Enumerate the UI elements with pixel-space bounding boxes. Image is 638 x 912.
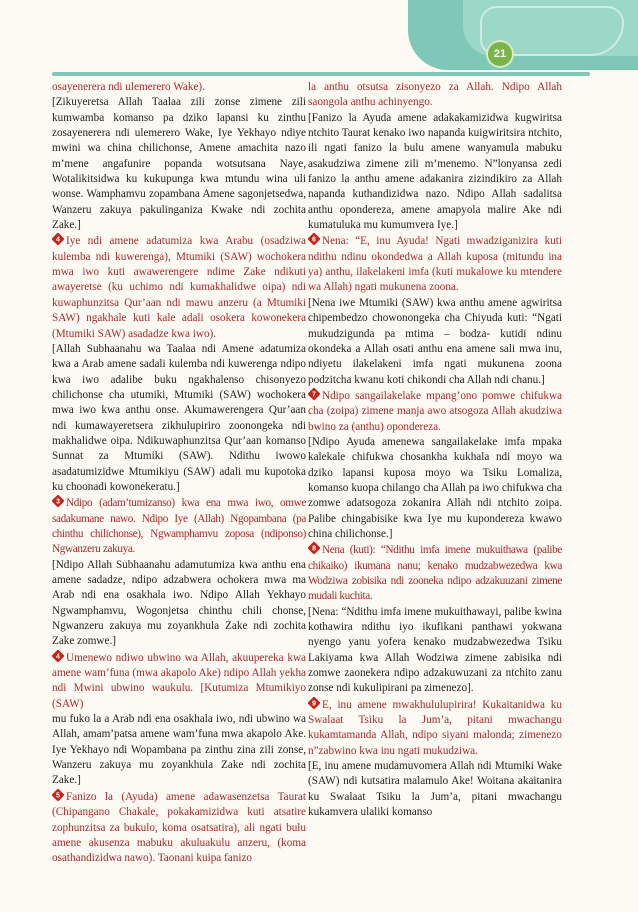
verse-number-icon: [307, 387, 320, 400]
verse-number: 4: [56, 651, 60, 660]
verse-paragraph: [52, 650, 306, 712]
verse-number-icon: [307, 696, 320, 709]
paragraph-text: [Nena iwe Mtumiki (SAW) kwa anthu amene agwiritsa chipembedzo chowonongeka cha Chiyuda kuti: “Ngati mukudzigunda pa mtima – bodza- kutidi ndinu okondeka a Allah osati anthu ena amene sali mwa inu, ndiyetu ilakelakeni imfa ngati mukunena zoona podzitcha kwanu koti chikondi cha Allah ndi chanu.]: [308, 296, 562, 386]
commentary-paragraph: [52, 342, 306, 495]
commentary-paragraph: [52, 712, 306, 789]
verse-number-icon: [51, 788, 64, 801]
verse-paragraph: [308, 388, 562, 435]
left-column: [52, 80, 306, 867]
verse-paragraph: [52, 495, 306, 557]
verse-number: 5: [56, 790, 60, 799]
commentary-paragraph: [308, 111, 562, 234]
paragraph-text: osayenerera ndi ulemerero Wake).: [52, 81, 205, 93]
commentary-paragraph: [308, 605, 562, 697]
paragraph-text: [Ndipo Allah Subhaanahu adamutumiza kwa anthu ena amene sadadze, ndipo adzabwera ochokera mwa ma Arab ndi ena osakhala iwo. Ndipo Allah Yekhayo Ngwamphamvu, Wogonjetsa chinthu chili chonse, Ngwanzeru zakuya mu zoyankhula Zake ndi zochita Zake zomwe.]: [52, 558, 306, 648]
commentary-paragraph: [308, 435, 562, 542]
paragraph-text: Nena (kuti): “Ndithu imfa imene mukuithawa (palibe chikaiko) ikumana nanu; kenako mudzabwezedwa kwa Wodziwa zobisika ndi zooneka ndipo adzakuuzani zimene mudali kuchita.: [308, 544, 562, 603]
verse-number-icon: [307, 542, 320, 555]
paragraph-text: [Nena: “Ndithu imfa imene mukuithawayi, palibe kwina kothawira ndithu iyo ikufikani panthawi yokwana nyengo yanu yofera kenako mudzabwezedwa Tsiku Lakiyama kwa Allah Wodziwa zimene zabisika ndi zomwe zaonekera ndipo adzakuwuzani za ntchito zanu zonse ndi kukulipirani pa zimenezo].: [308, 605, 562, 695]
paragraph-text: [E, inu amene mudamuvomera Allah ndi Mtumiki Wake (SAW) ndi kutsatira malamulo Ake! Woitana akaitanira ku Swalaat Tsiku la Jum’a, pitani mwachangu kukamvera ulaliki komanso: [308, 760, 562, 819]
verse-number: 7: [312, 389, 316, 398]
paragraph-text: Nena: “E, inu Ayuda! Ngati mwadziganizira kuti ndithu ndinu okondedwa a Allah kuposa (mitundu ina ya) anthu, ilakelakeni imfa (kuti mukalowe ku mtendere wa Allah) ngati mukunena zoona.: [308, 235, 562, 294]
paragraph-text: [Allah Subhaanahu wa Taalaa ndi Amene adatumiza kwa a Arab amene sadali kulemba ndi kuwerenga ndipo kwa iwo adalibe buku ngakhalenso chisonyezo chilichonse cha utumiki, Mtumiki (SAW) wochokera mwa iwo kwa anthu onse. Akumawerengera Qur’aan ndi kumawayeretsera zikhulupiriro zoonongeka ndi makhalidwe oipa. Ndikuwaphunzitsa Qur’aan komanso Sunnat za Mtumiki (SAW). Ndithu iwowo asadatumizidwe Mtumikiyu (SAW) adali mu kupotoka ku choonadi kowonekeratu.]: [52, 342, 306, 493]
paragraph-text: Ndipo (adam’tumizanso) kwa ena mwa iwo, omwe sadakumane nawo. Ndipo Iye (Allah) Ngopambana (pa chinthu chilichonse), Ngwamphamvu zoposa (ndiponso) Ngwanzeru zakuya.: [52, 497, 306, 556]
paragraph-text: [Fanizo la Ayuda amene adakakamizidwa kugwiritsa ntchito Taurat kenako iwo napanda kuigwiritsira ntchito, ili ngati fanizo la bulu amene wanyamula mabuku asakudziwa zimene zili m’menemo. N”lonyansa zedi fanizo la anthu amene adakanira zizindikiro za Allah napanda kuthandizidwa nazo. Ndipo Allah sadalitsa anthu opondereza, amene amapyola malire Ake ndi kumatuluka mu kumumvera Iye.]: [308, 111, 562, 232]
header-rule: [52, 72, 590, 76]
paragraph-text: E, inu amene mwakhululupirira! Kukaitanidwa ku Swalaat Tsiku la Jum’a, pitani mwachangu kukamtamanda Allah, ndipo siyani malonda; zimenezo n”zabwino kwa inu ngati mukudziwa.: [308, 698, 562, 757]
commentary-paragraph: [308, 759, 562, 820]
verse-paragraph: [52, 80, 306, 95]
verse-number-icon: [51, 495, 64, 508]
paragraph-text: Iye ndi amene adatumiza kwa Arabu (osadziwa kulemba ndi kuwerenga), Mtumiki (SAW) wochokera mwa iwo kuti awawerengere ndime Zake ndikuti awayeretse (ku uchimo ndi kumakhalidwe oipa) ndi kuwaphunzitsa Qur’aan ndi mawu anzeru (a Mtumiki SAW) ngakhale kuti kale adali osokera kowonekera (Mtumiki SAW) asadadze kwa iwo).: [52, 235, 306, 340]
verse-paragraph: [308, 697, 562, 759]
page-number: 21: [488, 42, 512, 66]
right-column: [308, 80, 562, 821]
verse-number-icon: [51, 233, 64, 246]
verse-paragraph: [52, 233, 306, 341]
commentary-paragraph: [308, 296, 562, 388]
paragraph-text: Fanizo la (Ayuda) amene adawasenzetsa Taurat (Chipangano Chakale, pokakamizidwa kuti atsatire zophunzitsa za bukulo, koma osatsatira), ali ngati bulu amene akusenza mabuku akuluakulu anzeru, (koma osathandizidwa nawo). Taonani kuipa fanizo: [52, 790, 306, 865]
commentary-paragraph: [52, 95, 306, 233]
verse-number: 4: [56, 235, 60, 244]
paragraph-text: Ndipo sangailakelake mpang’ono pomwe chifukwa cha (zoipa) zimene manja awo atsogoza Allah akudziwa bwino za (anthu) opondereza.: [308, 389, 562, 433]
verse-number-icon: [51, 649, 64, 662]
paragraph-text: la anthu otsutsa zisonyezo za Allah. Ndipo Allah saongola anthu achinyengo.: [308, 81, 562, 109]
corner-decoration: [408, 0, 638, 70]
verse-number: 3: [56, 497, 60, 506]
verse-paragraph: [308, 542, 562, 604]
verse-paragraph: [308, 80, 562, 111]
verse-number: 9: [312, 698, 316, 707]
commentary-paragraph: [52, 558, 306, 650]
paragraph-text: Umenewo ndiwo ubwino wa Allah, akuupereka kwa amene wam’funa (mwa akapolo Ake) ndipo Allah yekha ndi Mwini ubwino waukulu. [Kutumiza Mtumikiyo (SAW): [52, 651, 306, 710]
paragraph-text: mu fuko la a Arab ndi ena osakhala iwo, ndi ubwino wa Allah, amam’patsa amene wam’funa mwa akapolo Ake. Iye Yekhayo ndi Wopambana pa zinthu zina zili zonse, Wanzeru zakuya mu zoyankhula Zake ndi zochita Zake.]: [52, 713, 306, 787]
paragraph-text: [Ndipo Ayuda amenewa sangailakelake imfa mpaka kalekale chifukwa chosankha kukhala ndi moyo wa dziko lapansi kuposa moyo wa Tsiku Lomaliza, komanso kuopa chilango cha Allah pa iwo chifukwa cha zomwe adatsogoza zokanira Allah ndi ntchito zoipa. Palibe chingabisike kwa Iye mu kupondereza kwawo china chilichonse.]: [308, 435, 562, 540]
verse-number-icon: [307, 233, 320, 246]
verse-number: 6: [312, 235, 316, 244]
paragraph-text: [Zikuyeretsa Allah Taalaa zili zonse zimene zili kumwamba komanso pa dziko lapansi ku zinthu zosayenerera ndi ulemerero Wake, Iye Yekhayo ndiye mwini wa china chilichonse, Amene amachita nazo m’mene angafunire popanda wotsutsana Naye, Wotalikitsidwa ku kukupunga kwa mtundu wina uli wonse. Wamphamvu zopambana Amene sagonjetsedwa, Wanzeru zakuya pakulinganiza Kwake ndi zochita Zake.]: [52, 96, 306, 232]
verse-number: 8: [312, 544, 316, 553]
verse-paragraph: [308, 233, 562, 295]
verse-paragraph: [52, 789, 306, 867]
